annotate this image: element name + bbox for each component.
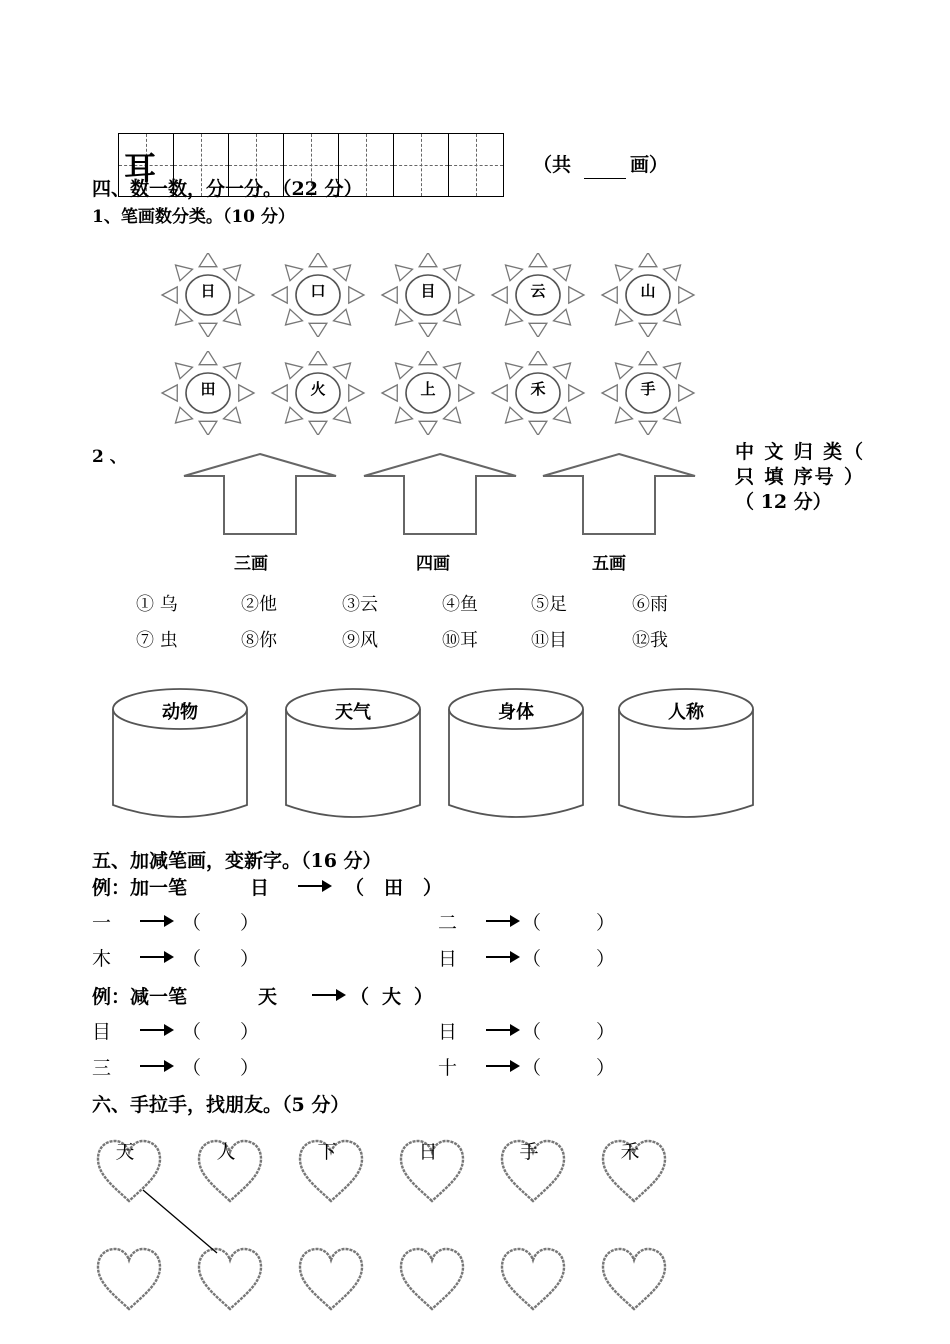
answer-paren-open: （ <box>182 912 202 934</box>
answer-paren-close: ） <box>240 948 260 970</box>
example-sub-label: 例：减一笔 <box>92 986 188 1008</box>
section4-part2-desc: 中 文 归 类（ 只 填 序号 ） （ 12 分） <box>735 441 863 513</box>
source-char: 日 <box>438 1021 458 1043</box>
bin-label: 人称 <box>668 702 704 723</box>
answer-paren-close: ） <box>240 1021 260 1043</box>
sun-char: 目 <box>420 282 436 300</box>
answer-paren-open: （ <box>522 912 542 934</box>
option-item: ⑪目 <box>531 630 567 651</box>
grid-char: 耳 <box>124 149 157 187</box>
bin-label: 动物 <box>162 702 198 723</box>
heart-char: 手 <box>519 1141 539 1163</box>
sun-char: 田 <box>200 380 216 398</box>
source-char: 二 <box>438 912 458 934</box>
source-char: 十 <box>438 1057 458 1079</box>
answer-paren-close: ） <box>596 1021 616 1043</box>
source-char: 一 <box>92 912 112 934</box>
option-item: ⑩耳 <box>442 630 478 651</box>
example-add-answer: 田 <box>384 877 404 899</box>
sun-char: 山 <box>640 282 656 300</box>
option-item: ⑤足 <box>531 594 567 615</box>
source-char: 日 <box>438 948 458 970</box>
answer-paren-open: （ <box>182 1057 202 1079</box>
source-char: 三 <box>92 1057 112 1079</box>
option-item: ⑧你 <box>241 630 277 651</box>
arrow-label: 三画 <box>234 554 268 574</box>
heart-char: 天 <box>115 1141 135 1163</box>
example-add-paren-close: ） <box>423 877 443 899</box>
answer-paren-open: （ <box>182 1021 202 1043</box>
stroke-count-label: （共 <box>533 154 572 176</box>
bin-label: 天气 <box>335 702 371 723</box>
answer-paren-open: （ <box>182 948 202 970</box>
sun-char: 手 <box>640 380 656 398</box>
heart-char: 禾 <box>620 1141 640 1163</box>
answer-paren-close: ） <box>596 912 616 934</box>
source-char: 目 <box>92 1021 112 1043</box>
source-char: 木 <box>92 948 112 970</box>
example-sub-from: 天 <box>258 986 278 1008</box>
option-item: ⑦ 虫 <box>136 630 178 651</box>
option-item: ⑫我 <box>632 630 668 651</box>
answer-paren-close: ） <box>240 912 260 934</box>
example-sub-paren-open: （ <box>350 986 370 1008</box>
sun-char: 云 <box>530 282 546 300</box>
example-add-from: 日 <box>250 877 270 899</box>
heart-char: 日 <box>418 1141 438 1163</box>
option-item: ⑥雨 <box>632 594 668 615</box>
section4-part1: 1、笔画数分类。（10 分） <box>92 207 295 227</box>
option-item: ① 乌 <box>136 594 178 615</box>
answer-paren-open: （ <box>522 1021 542 1043</box>
option-item: ④鱼 <box>442 594 478 615</box>
sun-char: 上 <box>420 380 436 398</box>
sun-char: 禾 <box>530 380 546 398</box>
example-sub-answer: 大 <box>382 986 402 1008</box>
sun-char: 火 <box>310 380 326 398</box>
option-item: ③云 <box>342 594 378 615</box>
answer-paren-close: ） <box>596 1057 616 1079</box>
sun-char: 口 <box>310 282 326 300</box>
section5-title: 五、加减笔画，变新字。（16 分） <box>92 850 382 872</box>
sun-char: 日 <box>200 282 216 300</box>
example-add-paren-open: （ <box>345 877 365 899</box>
arrow-label: 四画 <box>416 554 450 574</box>
arrow-label: 五画 <box>592 554 626 574</box>
section6-title: 六、手拉手，找朋友。（5 分） <box>92 1094 350 1116</box>
bin-label: 身体 <box>498 702 534 723</box>
answer-paren-close: ） <box>240 1057 260 1079</box>
heart-char: 下 <box>317 1141 337 1163</box>
answer-paren-close: ） <box>596 948 616 970</box>
option-item: ⑨风 <box>342 630 378 651</box>
section4-part2-num: 2 、 <box>92 447 127 467</box>
option-item: ②他 <box>241 594 277 615</box>
example-sub-paren-close: ） <box>414 986 434 1008</box>
answer-paren-open: （ <box>522 948 542 970</box>
answer-paren-open: （ <box>522 1057 542 1079</box>
section4-title: 四、数一数，分一分。（22 分） <box>92 178 363 200</box>
example-add-label: 例：加一笔 <box>92 877 188 899</box>
stroke-count-suffix: 画） <box>630 154 669 176</box>
heart-char: 人 <box>216 1141 236 1163</box>
